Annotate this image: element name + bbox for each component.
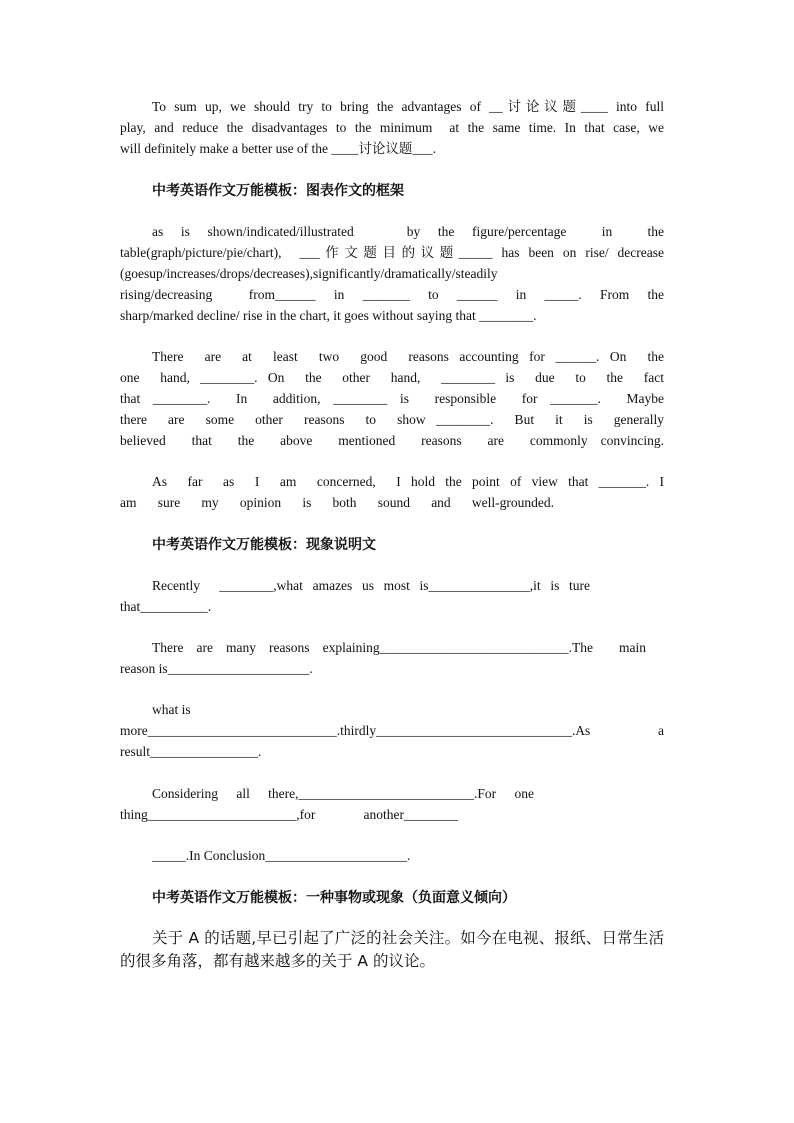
phenomenon-para3-line-3: result________________. bbox=[120, 744, 262, 759]
chart-para2-line-5: believed that the above mentioned reasons are commonly convincing. bbox=[120, 433, 664, 448]
chart-para2-line-4: there are some other reasons to show ________. But it is generally bbox=[120, 412, 664, 427]
negative-para-line-2: 的很多角落，都有越来越多的关于 A 的议论。 bbox=[120, 952, 435, 970]
chart-para3-line-2: am sure my opinion is both sound and well-grounded. bbox=[120, 495, 554, 510]
chart-para1-line-2: table(graph/picture/pie/chart), ___作文题目的议题_____ has been on rise/ decrease bbox=[120, 245, 664, 260]
heading-negative-phenomenon: 中考英语作文万能模板：一种事物或现象（负面意义倾向） bbox=[152, 890, 516, 906]
phenomenon-para1-line-2: that__________. bbox=[120, 599, 212, 614]
chart-para3-line-1: As far as I am concerned, I hold the point of view that _______. I bbox=[152, 474, 664, 489]
negative-para-line-1: 关于 A 的话题,早已引起了广泛的社会关注。如今在电视、报纸、日常生活 bbox=[152, 929, 664, 947]
heading-chart-essay: 中考英语作文万能模板：图表作文的框架 bbox=[152, 183, 404, 199]
section1-line-3: will definitely make a better use of the ____讨论议题___. bbox=[120, 141, 437, 156]
phenomenon-para2-line-1: There are many reasons explaining____________________________.The main bbox=[152, 640, 646, 655]
section1-line-1: To sum up, we should try to bring the advantages of __讨论议题____ into full bbox=[152, 99, 664, 114]
phenomenon-para2-line-2: reason is_____________________. bbox=[120, 661, 313, 676]
chart-para1-line-4: rising/decreasing from______ in _______ to ______ in _____. From the bbox=[120, 287, 664, 302]
phenomenon-para3-line-2: more____________________________.thirdly_____________________________.As a bbox=[120, 723, 664, 738]
phenomenon-para4-line-1: Considering all there,__________________________.For one bbox=[152, 786, 534, 801]
chart-para2-line-3: that ________. In addition, ________ is responsible for _______. Maybe bbox=[120, 391, 664, 406]
chart-para2-line-1: There are at least two good reasons accounting for ______. On the bbox=[152, 349, 664, 364]
chart-para1-line-3: (goesup/increases/drops/decreases),significantly/dramatically/steadily bbox=[120, 266, 498, 281]
chart-para1-line-5: sharp/marked decline/ rise in the chart, it goes without saying that ________. bbox=[120, 308, 537, 323]
section1-line-2: play, and reduce the disadvantages to the minimum at the same time. In that case, we bbox=[120, 120, 664, 135]
phenomenon-para3-line-1: what is bbox=[152, 702, 191, 717]
phenomenon-para5-line-1: _____.In Conclusion_____________________. bbox=[152, 848, 411, 863]
phenomenon-para4-line-2: thing______________________,for another________ bbox=[120, 807, 458, 822]
phenomenon-para1-line-1: Recently ________,what amazes us most is_______________,it is ture bbox=[152, 578, 590, 593]
chart-para2-line-2: one hand, ________. On the other hand, ________ is due to the fact bbox=[120, 370, 664, 385]
chart-para1-line-1: as is shown/indicated/illustrated by the figure/percentage in the bbox=[152, 224, 664, 239]
heading-phenomenon-essay: 中考英语作文万能模板：现象说明文 bbox=[152, 537, 376, 553]
